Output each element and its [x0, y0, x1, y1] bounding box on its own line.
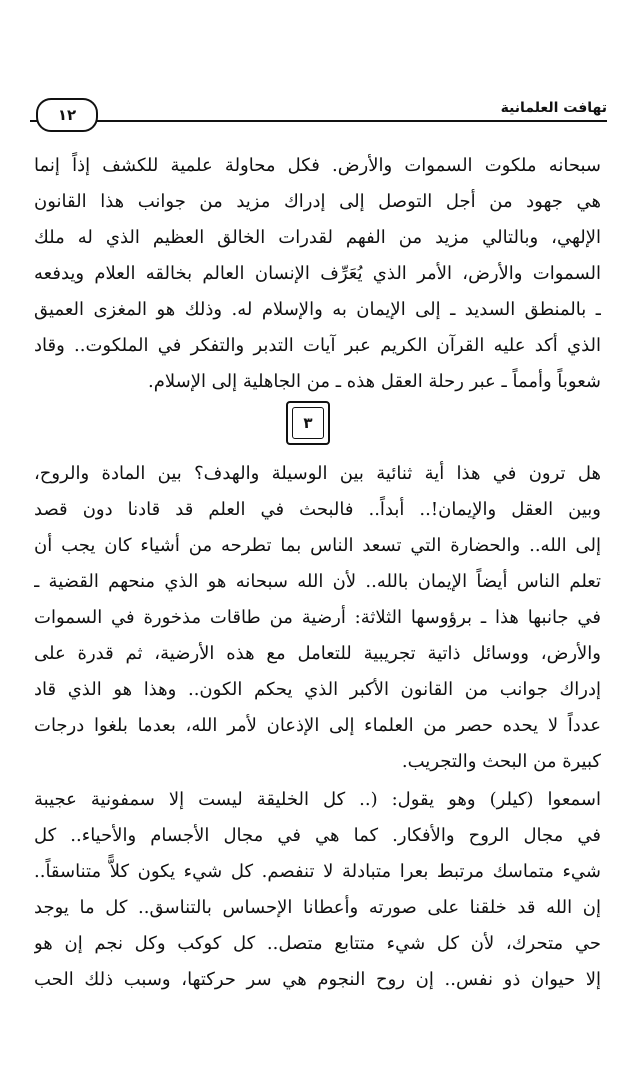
text-line: والأرض، ووسائل ذاتية تجريبية للتعامل مع هذه الأرضية، ثم قدرة على	[34, 643, 601, 664]
text-line: اسمعوا (كيلر) وهو يقول: (.. كل الخليقة ليست إلا سمفونية عجيبة	[34, 789, 601, 810]
text-line: إدراك جوانب من القانون الأكبر الذي يحكم الكون.. وهذا هو الذي قاد	[34, 679, 601, 700]
paragraph-3	[34, 782, 601, 998]
text-line: تعلم الناس أيضاً الإيمان بالله.. لأن الله سبحانه هو الذي منحهم القضية ـ	[34, 571, 601, 592]
section-number-marker	[286, 401, 330, 445]
text-line: في جانبها هذا ـ برؤوسها الثلاثة: أرضية من طاقات مذخورة في السموات	[34, 607, 601, 628]
paragraph-1	[34, 148, 601, 400]
text-line: وبين العقل والإيمان!.. أبداً.. فالبحث في العلم قد قادنا دون قصد	[34, 499, 601, 520]
text-line: إن الله قد خلقنا على صورته وأعطانا الإحساس بالتناسق.. كل ما يوجد	[34, 897, 601, 918]
text-line: إلا حيوان ذو نفس.. إن روح النجوم هي سر حركتها، وسبب ذلك الحب	[34, 969, 601, 990]
page-number-badge: ١٢	[36, 98, 98, 132]
text-line: ـ بالمنطق السديد ـ إلى الإيمان به والإسلام له. وذلك هو المغزى العميق	[34, 299, 601, 320]
text-line: عدداً لا يحده حصر من العلماء إلى الإذعان لأمر الله، بعدما بلغوا درجات	[34, 715, 601, 736]
text-line: هل ترون في هذا أية ثنائية بين الوسيلة والهدف؟ بين المادة والروح،	[34, 463, 601, 484]
text-line: السموات والأرض، الأمر الذي يُعَرِّف الإنسان العالم بخالقه العلام ويدفعه	[34, 263, 601, 284]
running-title: تهافت العلمانية	[500, 100, 607, 116]
text-line: الذي أكد عليه القرآن الكريم عبر آيات التدبر والتفكر في الملكوت.. وقاد	[34, 335, 601, 356]
text-line: هي جهود من أجل التوصل إلى إدراك مزيد من جوانب هذا القانون	[34, 191, 601, 212]
text-line: إلى الله.. والحضارة التي تسعد الناس بما تطرحه من أشياء كان يجب أن	[34, 535, 601, 556]
text-line: سبحانه ملكوت السموات والأرض. فكل محاولة علمية للكشف إذاً إنما	[34, 155, 601, 176]
text-line: شيء متماسك مرتبط بعرا متبادلة لا تنفصم. كل شيء يكون كلاًّ متناسقاً..	[34, 861, 601, 882]
text-line: حي متحرك، لأن كل شيء متتابع متصل.. كل كوكب وكل نجم إن هو	[34, 933, 601, 954]
paragraph-2	[34, 456, 601, 780]
header-rule	[30, 120, 607, 122]
text-line: الإلهي، وبالتالي مزيد من الفهم لقدرات الخالق العظيم الذي له ملك	[34, 227, 601, 248]
text-line: في مجال الروح والأفكار. كما هي في مجال الأجسام والأحياء.. كل	[34, 825, 601, 846]
section-number: ٣	[292, 407, 324, 439]
page-header	[30, 82, 607, 122]
text-line: شعوباً وأمماً ـ عبر رحلة العقل هذه ـ من الجاهلية إلى الإسلام.	[148, 371, 601, 392]
text-line: كبيرة من البحث والتجريب.	[401, 751, 601, 772]
